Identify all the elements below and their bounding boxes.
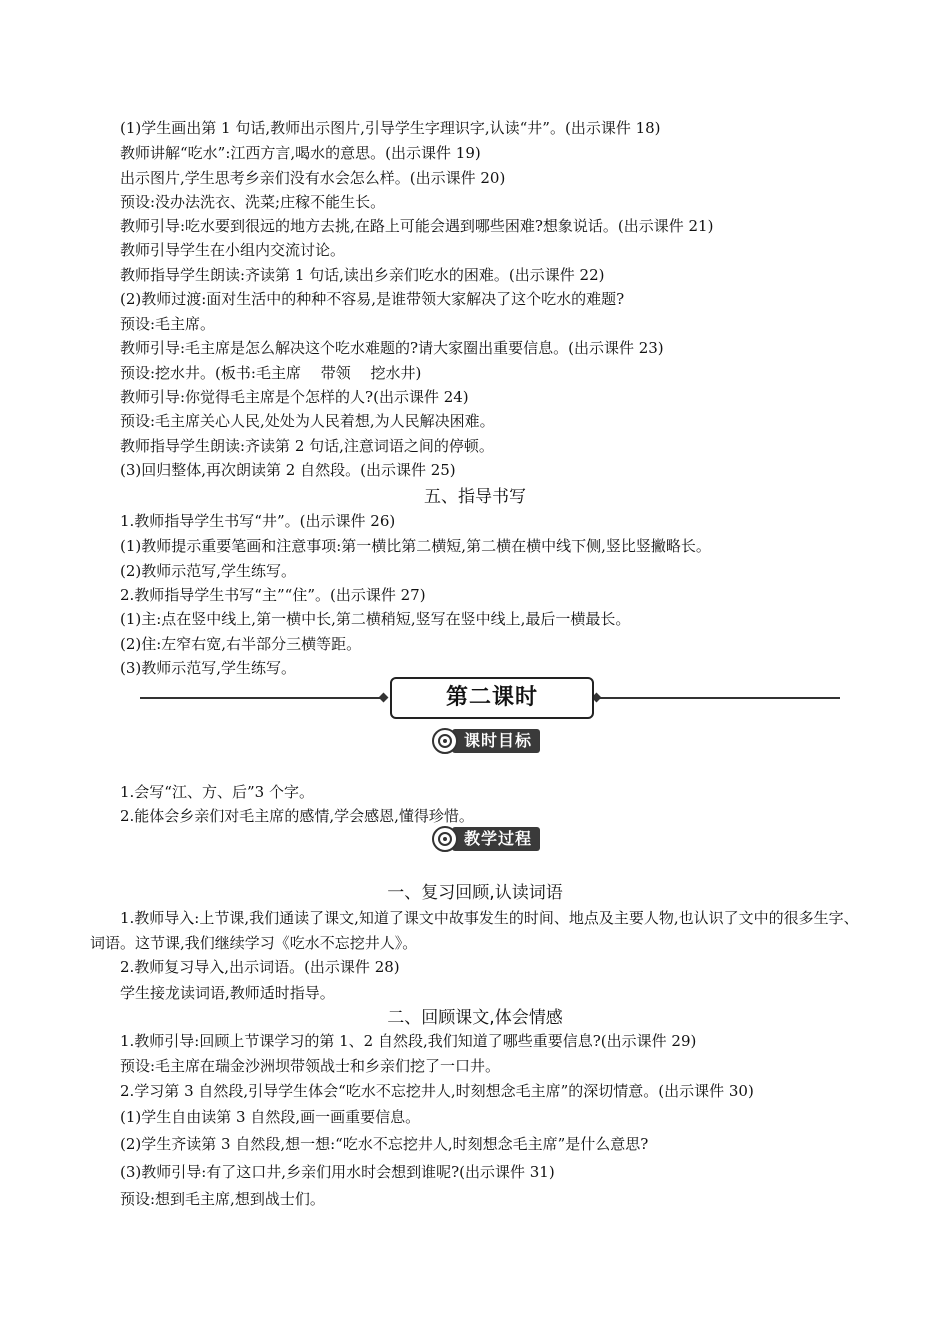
section-heading-review: 一、复习回顾,认读词语	[387, 883, 563, 903]
diamond-icon	[379, 693, 389, 703]
text-line: 2.教师复习导入,出示词语。(出示课件 28)	[120, 958, 400, 976]
lesson-banner	[140, 677, 840, 719]
text-line: 教师讲解“吃水”:江西方言,喝水的意思。(出示课件 19)	[120, 144, 481, 162]
text-line: (1)教师提示重要笔画和注意事项:第一横比第二横短,第二横在横中线下侧,竖比竖撇略长。	[120, 537, 711, 555]
lesson-title: 第二课时	[390, 677, 594, 719]
divider-left	[140, 697, 385, 699]
goal-item: 1.会写“江、方、后”3 个字。	[120, 783, 314, 801]
section-heading-writing: 五、指导书写	[424, 487, 526, 507]
text-line: 2.学习第 3 自然段,引导学生体会“吃水不忘挖井人,时刻想念毛主席”的深切情意。(出示课件 30)	[120, 1082, 754, 1100]
goals-tag	[432, 728, 540, 754]
text-line: (1)学生画出第 1 句话,教师出示图片,引导学生字理识字,认读“井”。(出示课件 18)	[120, 119, 661, 137]
text-line: 预设:挖水井。(板书:毛主席 带领 挖水井)	[120, 364, 422, 382]
paragraph: 1.教师导入:上节课,我们通读了课文,知道了课文中故事发生的时间、地点及主要人物,也认识了文中的很多生字、词语。这节课,我们继续学习《吃水不忘挖井人》。	[90, 909, 859, 952]
text-line: (2)教师过渡:面对生活中的种种不容易,是谁带领大家解决了这个吃水的难题?	[120, 290, 625, 308]
goal-item: 2.能体会乡亲们对毛主席的感情,学会感恩,懂得珍惜。	[120, 807, 474, 825]
text-line: 预设:没办法洗衣、洗菜;庄稼不能生长。	[120, 193, 386, 211]
divider-right	[595, 697, 840, 699]
section-heading-text: 二、回顾课文,体会情感	[387, 1008, 563, 1028]
text-line: (2)教师示范写,学生练写。	[120, 562, 297, 580]
target-icon	[432, 728, 458, 754]
process-tag-label: 教学过程	[452, 827, 540, 851]
goals-tag-label: 课时目标	[452, 729, 540, 753]
text-line: (1)主:点在竖中线上,第一横中长,第二横稍短,竖写在竖中线上,最后一横最长。	[120, 610, 631, 628]
text-line: 教师引导:吃水要到很远的地方去挑,在路上可能会遇到哪些困难?想象说话。(出示课件 21)	[120, 217, 714, 235]
text-line: 预设:毛主席在瑞金沙洲坝带领战士和乡亲们挖了一口井。	[120, 1057, 501, 1075]
text-line: 教师指导学生朗读:齐读第 2 句话,注意词语之间的停顿。	[120, 437, 494, 455]
text-line: 预设:毛主席。	[120, 315, 216, 333]
text-line: (2)住:左窄右宽,右半部分三横等距。	[120, 635, 362, 653]
text-line: (3)教师示范写,学生练写。	[120, 659, 297, 677]
text-line: 预设:想到毛主席,想到战士们。	[120, 1190, 325, 1208]
text-line: 1.教师指导学生书写“井”。(出示课件 26)	[120, 512, 396, 530]
text-line: 教师引导学生在小组内交流讨论。	[120, 241, 346, 259]
target-icon	[432, 826, 458, 852]
text-line: 教师指导学生朗读:齐读第 1 句话,读出乡亲们吃水的困难。(出示课件 22)	[120, 266, 605, 284]
text-line: 学生接龙读词语,教师适时指导。	[120, 984, 335, 1002]
text-line: 1.教师引导:回顾上节课学习的第 1、2 自然段,我们知道了哪些重要信息?(出示课件 29)	[120, 1032, 697, 1050]
text-line: 2.教师指导学生书写“主”“住”。(出示课件 27)	[120, 586, 426, 604]
text-line: (3)教师引导:有了这口井,乡亲们用水时会想到谁呢?(出示课件 31)	[120, 1163, 555, 1181]
text-line: (3)回归整体,再次朗读第 2 自然段。(出示课件 25)	[120, 461, 456, 479]
text-line: (1)学生自由读第 3 自然段,画一画重要信息。	[120, 1108, 421, 1126]
process-tag	[432, 826, 540, 852]
text-line: 教师引导:你觉得毛主席是个怎样的人?(出示课件 24)	[120, 388, 469, 406]
text-line: 预设:毛主席关心人民,处处为人民着想,为人民解决困难。	[120, 412, 495, 430]
text-line: (2)学生齐读第 3 自然段,想一想:“吃水不忘挖井人,时刻想念毛主席”是什么意思?	[120, 1135, 649, 1153]
text-line: 出示图片,学生思考乡亲们没有水会怎么样。(出示课件 20)	[120, 169, 506, 187]
text-line: 教师引导:毛主席是怎么解决这个吃水难题的?请大家圈出重要信息。(出示课件 23)	[120, 339, 664, 357]
